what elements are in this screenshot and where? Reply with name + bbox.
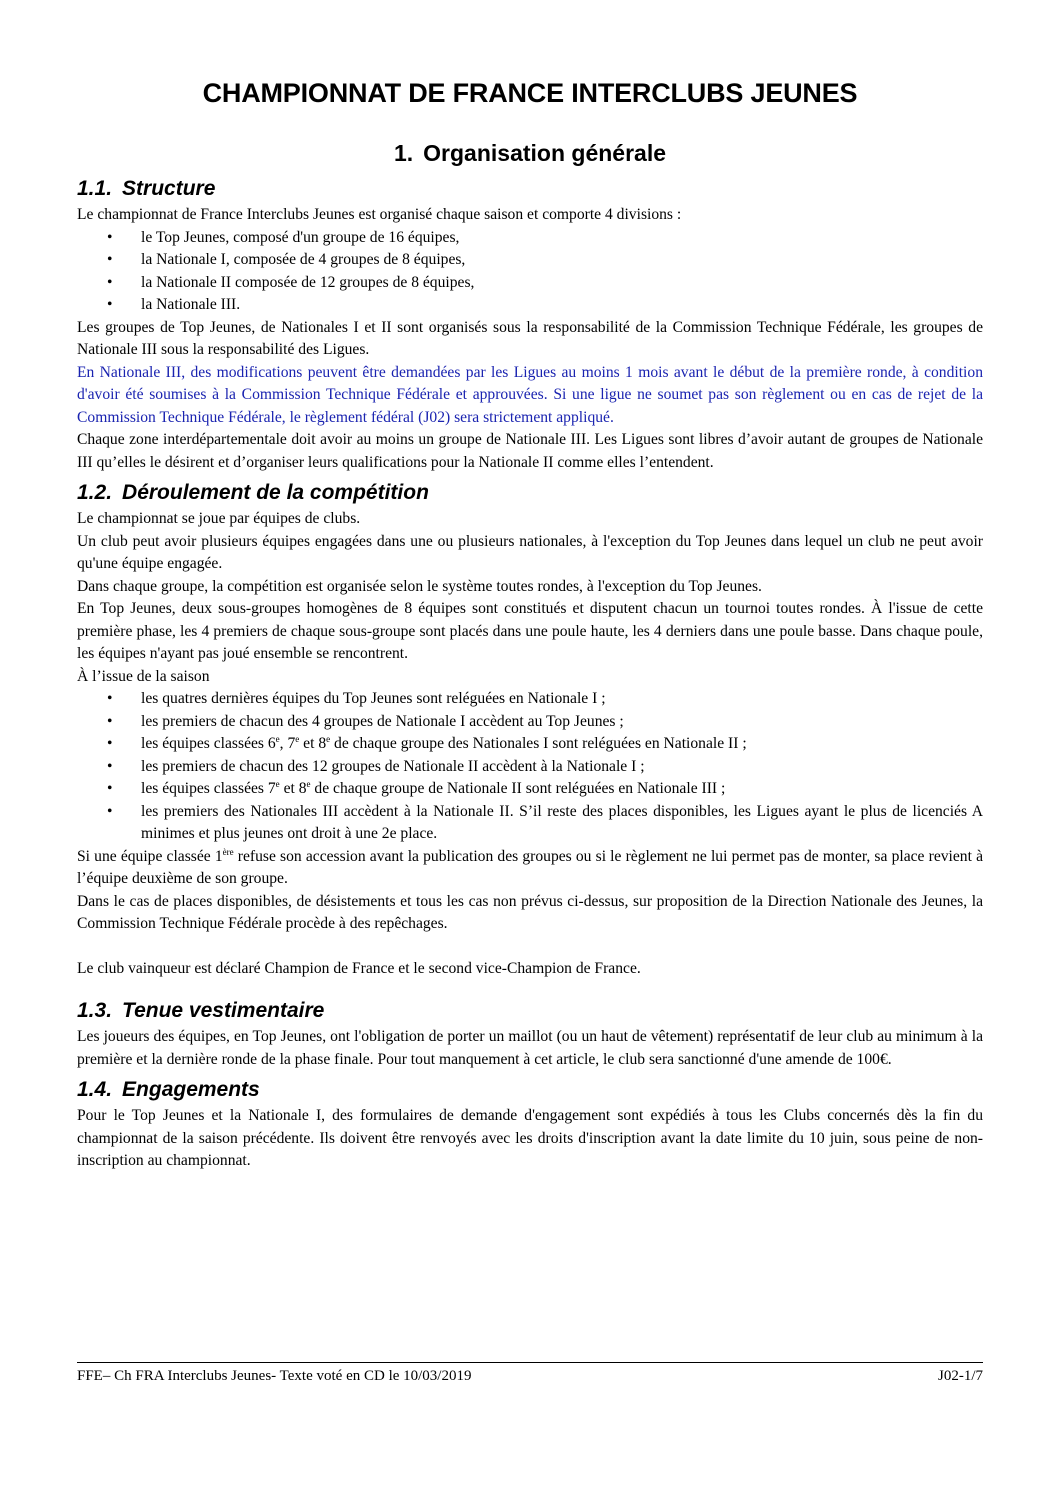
bullet-icon: • [107,251,113,268]
subsection-number: 1.2. [77,481,113,504]
subsection-number: 1.4. [77,1078,113,1101]
subsection-heading-engagements [77,1077,983,1103]
subsection-title: Déroulement de la compétition [122,481,429,504]
paragraph: À l’issue de la saison [77,667,210,685]
page-footer [77,1362,983,1386]
paragraph: Les joueurs des équipes, en Top Jeunes, ont l'obligation de porter un maillot (ou un haut de vêtement) représentatif de leur club au minimum à la première et la dernière ronde de la phase finale. Pour tout manquement à cet article, le club sera sanctionné d'une amende de 100€. [77,1028,983,1068]
bullet-icon: • [107,780,113,797]
list-item: • les quatres dernières équipes du Top Jeunes sont reléguées en Nationale I ; [141,688,983,711]
paragraph: Dans chaque groupe, la compétition est organisée selon le système toutes rondes, à l'exception du Top Jeunes. [77,577,762,595]
subsection-title: Tenue vestimentaire [122,999,325,1022]
spacer [77,936,983,958]
document-page [77,76,983,1173]
paragraph: Les groupes de Top Jeunes, de Nationales I et II sont organisés sous la responsabilité de la Commission Technique Fédérale, les groupes de Nationale III sous la responsabilité des Ligues. [77,318,983,358]
footer-document-info: FFE– Ch FRA Interclubs Jeunes- Texte voté en CD le 10/03/2019 [77,1368,472,1384]
season-outcomes-list [77,688,983,846]
list-item: • la Nationale II composée de 12 groupes de 8 équipes, [141,272,983,295]
paragraph: En Top Jeunes, deux sous-groupes homogènes de 8 équipes sont constitués et disputent chacun un tournoi toutes rondes. À l'issue de cette première phase, les 4 premiers de chaque sous-groupe sont placés dans une poule haute, les 4 derniers dans une poule basse. Dans chaque poule, les équipes n'ayant pas joué ensemble se rencontrent. [77,600,983,662]
list-item: • la Nationale III. [141,294,983,317]
bullet-icon: • [107,296,113,313]
section-number: 1. [393,140,414,166]
list-item: • les équipes classées 6e, 7e et 8e de chaque groupe des Nationales I sont reléguées en Nationale II ; [141,733,983,756]
document-title: CHAMPIONNAT DE FRANCE INTERCLUBS JEUNES [202,78,858,108]
subsection-number: 1.3. [77,999,113,1022]
paragraph: Un club peut avoir plusieurs équipes engagées dans une ou plusieurs nationales, à l'exception du Top Jeunes dans lequel un club ne peut avoir qu'une équipe engagée. [77,532,983,572]
paragraph: Chaque zone interdépartementale doit avoir au moins un groupe de Nationale III. Les Ligues sont libres d’avoir autant de groupes de Nationale III qu’elles le désirent et d’organiser leurs qualifications pour la Nationale II comme elles l’entendent. [77,431,983,471]
bullet-icon: • [107,690,113,707]
bullet-icon: • [107,757,113,775]
bullet-icon: • [107,228,113,246]
list-item: • la Nationale I, composée de 4 groupes de 8 équipes, [141,249,983,272]
section-heading [77,138,983,168]
footer-page-number: J02-1/7 [938,1368,983,1384]
bullet-icon: • [107,273,113,291]
highlighted-paragraph: En Nationale III, des modifications peuvent être demandées par les Ligues au moins 1 mois avant le début de la première ronde, à condition d'avoir été soumises à la Commission Technique Fédérale et approuvées. Si une ligue ne soumet pas son règlement ou en cas de rejet de la Commission Technique Fédérale, le règlement fédéral (J02) sera strictement appliqué. [77,363,983,426]
divisions-list [77,227,983,317]
list-item: • le Top Jeunes, composé d'un groupe de 16 équipes, [141,227,983,250]
subsection-heading-structure [77,176,983,202]
section-title: Organisation générale [423,140,667,166]
subsection-title: Structure [122,177,216,200]
paragraph: Le championnat de France Interclubs Jeunes est organisé chaque saison et comporte 4 divisions : [77,206,682,223]
subsection-title: Engagements [122,1078,260,1101]
paragraph: Le championnat se joue par équipes de clubs. [77,510,361,527]
list-item: • les premiers des Nationales III accèdent à la Nationale II. S’il reste des places disponibles, les Ligues ayant le plus de licenciés A minimes et plus jeunes ont droit à une 2e place. [107,802,983,842]
paragraph: Si une équipe classée 1ère refuse son accession avant la publication des groupes ou si le règlement ne lui permet pas de monter, sa place revient à l’équipe deuxième de son groupe. [77,846,983,887]
bullet-icon: • [107,735,113,752]
subsection-heading-tenue [77,998,983,1024]
bullet-icon: • [107,712,113,730]
subsection-heading-deroulement [77,480,983,506]
paragraph: Dans le cas de places disponibles, de désistements et tous les cas non prévus ci-dessus, sur proposition de la Direction Nationale des Jeunes, la Commission Technique Fédérale procède à des repêchages. [77,892,983,932]
list-item: • les premiers de chacun des 4 groupes de Nationale I accèdent au Top Jeunes ; [141,711,983,734]
paragraph: Le club vainqueur est déclaré Champion de France et le second vice-Champion de France. [77,959,641,977]
subsection-number: 1.1. [77,177,113,200]
paragraph: Pour le Top Jeunes et la Nationale I, des formulaires de demande d'engagement sont expédiés à tous les Clubs concernés dès la fin du championnat de la saison précédente. Ils doivent être renvoyés avec les droits d'inscription avant la date limite du 10 juin, sous peine de non-inscription au championnat. [77,1107,983,1169]
list-item: • les équipes classées 7e et 8e de chaque groupe de Nationale II sont reléguées en Nationale III ; [141,778,983,801]
bullet-icon: • [107,802,113,820]
list-item: • les premiers de chacun des 12 groupes de Nationale II accèdent à la Nationale I ; [141,756,983,779]
